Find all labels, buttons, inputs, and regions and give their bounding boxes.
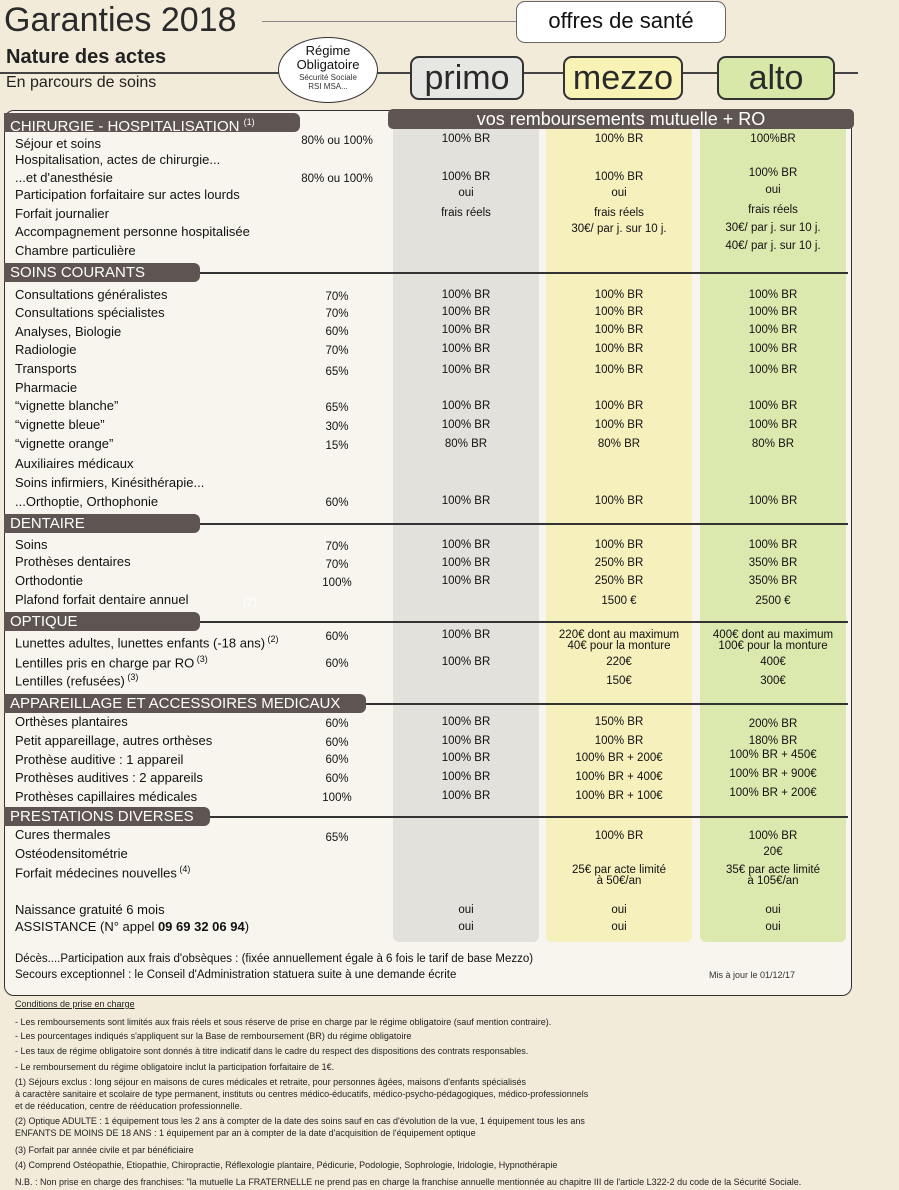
primo-value: 80% BR — [444, 438, 488, 450]
primo-value: 100% BR — [441, 752, 491, 764]
row-label — [15, 592, 188, 607]
secours-note: Secours exceptionnel : le Conseil d'Administration statuera suite à une demande écrite — [15, 969, 457, 981]
footnote-line: - Les taux de régime obligatoire sont donnés à titre indicatif dans le cadre du respect des dispositions des contrats responsables. — [15, 1046, 529, 1056]
alto-value: frais réels — [748, 204, 798, 216]
row-footnote-ref: (3) — [194, 654, 208, 664]
row-label-text: Lunettes adultes, lunettes enfants (-18 ans) — [15, 635, 266, 651]
row-label — [15, 342, 76, 357]
alto-value-line2: 100€ pour la monture — [718, 640, 828, 652]
row-label — [15, 456, 134, 471]
alto-value: 350% BR — [748, 557, 798, 569]
ro-rate: 65% — [325, 832, 349, 844]
mezzo-value: 100% BR + 200€ — [575, 752, 663, 764]
regime-obligatoire-badge — [278, 37, 378, 103]
alto-value: 2500 € — [755, 595, 791, 607]
row-label — [15, 206, 109, 221]
row-label-text: Analyses, Biologie — [15, 324, 122, 339]
assistance-tail: ) — [244, 919, 250, 934]
mezzo-value: 100% BR — [594, 324, 644, 336]
ro-rate: 70% — [325, 541, 349, 553]
ro-rate: 100% — [322, 792, 352, 804]
row-label — [15, 554, 131, 569]
footnote-line: (1) Séjours exclus : long séjour en maisons de cures médicales et retraite, pour personnes âgées, maisons d'enfants spécialisés — [15, 1077, 526, 1087]
primo-value: frais réels — [441, 207, 491, 219]
mezzo-value: 25€ par acte limité — [572, 864, 666, 876]
row-label-text: Chambre particulière — [15, 243, 136, 258]
row-label-text: Ostéodensitométrie — [15, 846, 128, 861]
row-label-text: Prothèses dentaires — [15, 554, 131, 569]
regime-line4: RSI MSA... — [308, 82, 348, 91]
ro-rate: 70% — [325, 308, 349, 320]
mezzo-value: 100% BR — [594, 306, 644, 318]
mezzo-value: 150€ — [606, 675, 632, 687]
ro-rate: 60% — [325, 737, 349, 749]
ro-rate: 60% — [325, 326, 349, 338]
column-primo — [393, 128, 539, 942]
row-label-text: Hospitalisation, actes de chirurgie... — [15, 152, 221, 167]
row-label — [15, 187, 240, 202]
ro-rate: 60% — [325, 718, 349, 730]
alto-value: 100% BR — [748, 539, 798, 551]
row-label — [15, 770, 203, 785]
section-soins-courants: SOINS COURANTS — [4, 263, 200, 282]
row-label — [15, 361, 77, 376]
alto-value: 80% BR — [751, 438, 795, 450]
mezzo-value: 250% BR — [594, 557, 644, 569]
mezzo-value: 100% BR — [594, 364, 644, 376]
ro-rate: 60% — [325, 497, 349, 509]
mezzo-value: 80% BR — [597, 438, 641, 450]
ro-rate: 60% — [325, 754, 349, 766]
row-label — [15, 789, 197, 804]
alto-value: 100% BR — [748, 343, 798, 355]
section-chirurgie-label: CHIRURGIE - HOSPITALISATION — [10, 118, 240, 135]
assistance-phone: 09 69 32 06 94 — [157, 919, 245, 934]
regime-line3: Sécurité Sociale — [299, 73, 357, 82]
row-label-text: Radiologie — [15, 342, 77, 357]
alto-value: 200% BR — [748, 718, 798, 730]
row-label-text: Prothèses capillaires médicales — [15, 789, 198, 804]
row-label — [15, 919, 249, 934]
alto-value: oui — [765, 921, 781, 933]
row-label — [15, 864, 190, 880]
title-divider — [262, 21, 520, 22]
footnote-line: - Les remboursements sont limités aux frais réels et sous réserve de prise en charge par le régime obligatoire (sauf mention contraire). — [15, 1017, 552, 1027]
offres-box: offres de santé — [516, 1, 726, 43]
alto-value: 180% BR — [748, 735, 798, 747]
section-divider — [200, 523, 848, 525]
row-label — [15, 714, 128, 729]
row-label-text: Petit appareillage, autres orthèses — [15, 733, 213, 748]
ro-rate: 30% — [325, 421, 349, 433]
primo-value: 100% BR — [441, 557, 491, 569]
plan-primo: primo — [410, 56, 524, 100]
ro-rate: 80% ou 100% — [301, 173, 373, 185]
row-label-text: “vignette orange” — [15, 436, 114, 451]
primo-value: 100% BR — [441, 790, 491, 802]
alto-value-line2: à 105€/an — [747, 875, 799, 887]
alto-value: 100% BR + 450€ — [729, 749, 817, 761]
section-optique: OPTIQUE — [4, 612, 200, 631]
row-label — [15, 733, 212, 748]
ro-rate: 65% — [325, 402, 349, 414]
primo-value: 100% BR — [441, 495, 491, 507]
row-footnote-ref: (2) — [265, 634, 279, 644]
primo-value: 100% BR — [441, 133, 491, 145]
row-label — [15, 634, 279, 650]
mezzo-value: oui — [611, 904, 627, 916]
primo-value: 100% BR — [441, 400, 491, 412]
ro-rate: 70% — [325, 291, 349, 303]
primo-value: oui — [458, 904, 474, 916]
row-label — [15, 417, 105, 432]
section-divider — [210, 816, 848, 818]
ro-rate: 60% — [325, 658, 349, 670]
row-footnote-ref: (3) — [124, 672, 139, 682]
row-label-text: ...Orthoptie, Orthophonie — [15, 494, 159, 509]
column-mezzo — [546, 128, 692, 942]
row-label-text: Orthèses plantaires — [15, 714, 128, 729]
mezzo-value: 100% BR — [594, 830, 644, 842]
mezzo-value: 100% BR + 100€ — [575, 790, 663, 802]
mezzo-value: 100% BR — [594, 419, 644, 431]
row-label-text: Auxiliaires médicaux — [15, 456, 134, 471]
ro-rate: (2) — [242, 597, 258, 609]
footnote-line: (2) Optique ADULTE : 1 équipement tous les 2 ans à compter de la date des soins sauf en cas d'évolution de la vue, 1 équipement tous les ans — [15, 1116, 585, 1126]
alto-value: 100% BR — [748, 495, 798, 507]
mezzo-value: 100% BR — [594, 289, 644, 301]
plan-alto: alto — [717, 56, 835, 100]
mezzo-value: 100% BR — [594, 400, 644, 412]
row-label-text: “vignette blanche” — [15, 398, 119, 413]
footnote-line: N.B. : Non prise en charge des franchises: "la mutuelle La FRATERNELLE ne prend pas en charge la franchise annuelle mentionnée au chapitre III de l'article L322-2 du code de la Sécurité Sociale. — [15, 1177, 802, 1187]
mezzo-value: frais réels — [594, 207, 644, 219]
row-label — [15, 672, 138, 688]
row-label — [15, 902, 165, 917]
mezzo-value: 100% BR — [594, 495, 644, 507]
regime-line1: Régime — [305, 43, 351, 58]
deces-note: Décès....Participation aux frais d'obsèques : (fixée annuellement égale à 6 fois le tarif de base Mezzo) — [15, 953, 534, 965]
primo-value: 100% BR — [441, 419, 491, 431]
mezzo-value: 250% BR — [594, 575, 644, 587]
plan-mezzo: mezzo — [563, 56, 683, 100]
row-label — [15, 243, 136, 258]
row-label — [15, 537, 48, 552]
alto-value: 100% BR — [748, 364, 798, 376]
mezzo-value: 150% BR — [594, 716, 644, 728]
ro-rate: 80% ou 100% — [301, 135, 373, 147]
alto-value: 40€/ par j. sur 10 j. — [725, 240, 821, 252]
row-label — [15, 436, 113, 451]
conditions-heading: Conditions de prise en charge — [15, 999, 135, 1009]
row-label-text: Consultations généralistes — [15, 287, 168, 302]
footnote-line: et de rééducation, centre de rééducation professionnelle. — [15, 1101, 243, 1111]
ro-rate: 60% — [325, 631, 349, 643]
row-label — [15, 494, 158, 509]
mezzo-value: 100% BR — [594, 133, 644, 145]
primo-value: 100% BR — [441, 716, 491, 728]
primo-value: 100% BR — [441, 306, 491, 318]
footnote-line: - Le remboursement du régime obligatoire inclut la participation forfaitaire de 1€. — [15, 1062, 335, 1072]
primo-value: 100% BR — [441, 324, 491, 336]
row-label-text: Forfait médecines nouvelles — [15, 865, 177, 881]
mezzo-value: 220€ dont au maximum — [558, 629, 680, 641]
primo-value: oui — [458, 921, 474, 933]
row-label — [15, 170, 113, 185]
primo-value: 100% BR — [441, 171, 491, 183]
mezzo-value: 100% BR — [594, 343, 644, 355]
mezzo-value: 100% BR — [594, 735, 644, 747]
row-label — [15, 152, 220, 167]
row-label — [15, 398, 118, 413]
mezzo-value-line2: à 50€/an — [596, 875, 642, 887]
row-label-text: Soins infirmiers, Kinésithérapie... — [15, 475, 205, 490]
alto-value: 30€/ par j. sur 10 j. — [725, 222, 821, 234]
alto-value: 100% BR + 200€ — [729, 787, 817, 799]
row-label — [15, 846, 128, 861]
row-label-text: Accompagnement personne hospitalisée — [15, 224, 250, 239]
section-chirurgie-note: (1) — [243, 117, 255, 127]
alto-value: oui — [765, 904, 781, 916]
row-label — [15, 573, 83, 588]
alto-value: 100%BR — [750, 133, 796, 145]
row-label-text: Lentilles (refusées) — [15, 673, 125, 689]
alto-value: 400€ — [760, 656, 786, 668]
alto-value: 100% BR + 900€ — [729, 768, 817, 780]
section-divider — [200, 621, 848, 623]
alto-value: 400€ dont au maximum — [712, 629, 834, 641]
section-appareillage: APPAREILLAGE ET ACCESSOIRES MEDICAUX — [4, 694, 366, 713]
alto-value: 100% BR — [748, 289, 798, 301]
section-divider — [366, 703, 848, 705]
row-label — [15, 324, 121, 339]
row-label-text: Transports — [15, 361, 77, 376]
row-footnote-ref: (4) — [176, 864, 191, 874]
alto-value: 100% BR — [748, 306, 798, 318]
ro-rate: 70% — [325, 345, 349, 357]
row-label — [15, 654, 208, 670]
row-label — [15, 136, 101, 151]
row-label — [15, 752, 183, 767]
primo-value: oui — [458, 187, 474, 199]
row-label — [15, 380, 77, 395]
ro-rate: 100% — [322, 577, 352, 589]
primo-value: 100% BR — [441, 364, 491, 376]
alto-value: 20€ — [763, 846, 783, 858]
alto-value: 100% BR — [748, 830, 798, 842]
mezzo-value: 100% BR — [594, 539, 644, 551]
row-label-text: Prothèses auditives : 2 appareils — [15, 770, 203, 785]
row-label-text: Participation forfaitaire sur actes lourds — [15, 187, 240, 202]
row-label-text: Cures thermales — [15, 827, 111, 842]
footnote-line: - Les pourcentages indiqués s'appliquent sur la Base de remboursement (BR) du régime obligatoire — [15, 1031, 412, 1041]
footnote-line: à caractère sanitaire et scolaire de type permanent, instituts ou centres médico-éducatifs, médico-psycho-pédagogiques, médico-professionnels — [15, 1089, 589, 1099]
primo-value: 100% BR — [441, 771, 491, 783]
primo-value: 100% BR — [441, 539, 491, 551]
nature-heading: Nature des actes — [6, 46, 167, 68]
mezzo-value: 100% BR + 400€ — [575, 771, 663, 783]
footnote-line: (3) Forfait par année civile et par bénéficiaire — [15, 1145, 194, 1155]
row-label — [15, 305, 165, 320]
section-dentaire: DENTAIRE — [4, 514, 200, 533]
alto-value: oui — [765, 184, 781, 196]
row-label-text: Pharmacie — [15, 380, 78, 395]
row-label-text: Consultations spécialistes — [15, 305, 165, 320]
alto-value: 350% BR — [748, 575, 798, 587]
page-title: Garanties 2018 — [4, 1, 237, 39]
mezzo-value: 1500 € — [601, 595, 637, 607]
alto-value: 100% BR — [748, 167, 798, 179]
parcours-subheading: En parcours de soins — [6, 74, 157, 91]
mezzo-value: 100% BR — [594, 171, 644, 183]
row-label — [15, 287, 167, 302]
row-label-text: ...et d'anesthésie — [15, 170, 113, 185]
reimbursement-banner: vos remboursements mutuelle + RO — [388, 109, 854, 129]
footnote-line: (4) Comprend Ostéopathie, Etiopathie, Chiropractie, Réflexologie plantaire, Pédicurie, Podologie, Sophrologie, Iridologie, Hypnothérapie — [15, 1160, 558, 1170]
primo-value: 100% BR — [441, 575, 491, 587]
row-label — [15, 224, 250, 239]
primo-value: 100% BR — [441, 735, 491, 747]
row-label-text: Plafond forfait dentaire annuel — [15, 592, 189, 607]
row-label-text: Prothèse auditive : 1 appareil — [15, 752, 184, 767]
mezzo-value: 30€/ par j. sur 10 j. — [571, 223, 667, 235]
primo-value: 100% BR — [441, 629, 491, 641]
section-divider — [200, 272, 848, 274]
row-label — [15, 827, 110, 842]
primo-value: 100% BR — [441, 343, 491, 355]
mezzo-value: oui — [611, 921, 627, 933]
alto-value: 100% BR — [748, 324, 798, 336]
row-label-text: “vignette bleue” — [15, 417, 105, 432]
row-label — [15, 475, 204, 490]
regime-line2: Obligatoire — [296, 57, 360, 72]
update-date: Mis à jour le 01/12/17 — [709, 970, 796, 980]
section-chirurgie — [4, 113, 300, 135]
mezzo-value: 220€ — [606, 656, 632, 668]
row-label-text: Séjour et soins — [15, 136, 101, 151]
primo-value: 100% BR — [441, 289, 491, 301]
row-label-text: Naissance gratuité 6 mois — [15, 902, 165, 917]
section-prestations: PRESTATIONS DIVERSES — [4, 807, 210, 826]
mezzo-value-line2: 40€ pour la monture — [567, 640, 671, 652]
ro-rate: 60% — [325, 773, 349, 785]
row-label-text: Soins — [15, 537, 48, 552]
ro-rate: 15% — [325, 440, 349, 452]
ro-rate: 65% — [325, 366, 349, 378]
mezzo-value: oui — [611, 187, 627, 199]
footnote-line: ENFANTS DE MOINS DE 18 ANS : 1 équipement par an à compter de la date d'acquisition de l'équipement optique — [15, 1128, 476, 1138]
row-label-text: Lentilles pris en charge par RO — [15, 655, 195, 671]
alto-value: 35€ par acte limité — [726, 864, 820, 876]
row-label-text: Orthodontie — [15, 573, 83, 588]
row-label-text: Forfait journalier — [15, 206, 109, 221]
row-label-text: ASSISTANCE (N° appel — [15, 919, 158, 934]
primo-value: 100% BR — [441, 656, 491, 668]
alto-value: 300€ — [760, 675, 786, 687]
alto-value: 100% BR — [748, 419, 798, 431]
alto-value: 100% BR — [748, 400, 798, 412]
ro-rate: 70% — [325, 559, 349, 571]
